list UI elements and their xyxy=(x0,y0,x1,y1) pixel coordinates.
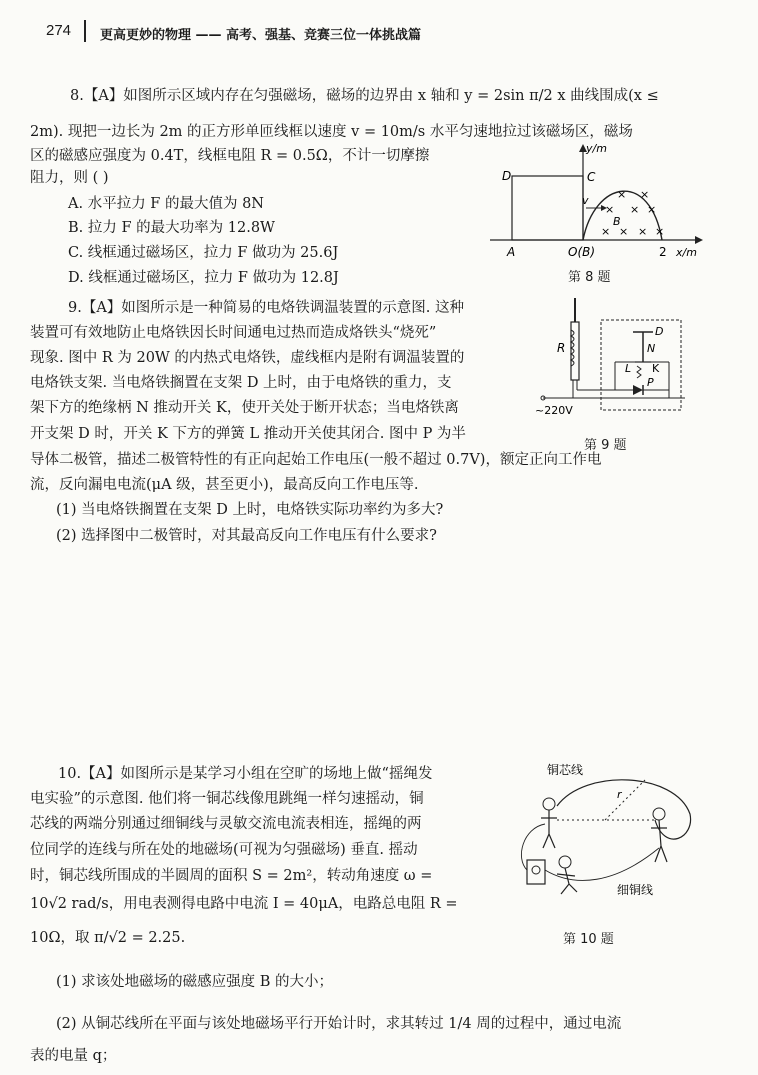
q9-line-8: 流，反向漏电电流(μA 级，甚至更小)，最高反向工作电压等. xyxy=(30,477,419,493)
student-right-head xyxy=(653,808,665,820)
field-cross: × xyxy=(601,225,611,238)
x-axis-arrow xyxy=(695,236,703,244)
label-source: ~220V xyxy=(535,404,573,417)
label-a: A xyxy=(507,245,516,259)
label-two: 2 xyxy=(659,245,667,259)
q8-option-d: D. 线框通过磁场区，拉力 F 做功为 12.8J xyxy=(68,270,339,286)
radius-line xyxy=(605,780,645,820)
student-observer-head xyxy=(559,856,571,868)
figure-9-caption: 第 9 题 xyxy=(584,438,627,453)
label-p: P xyxy=(647,376,654,389)
book-title: 更高更妙的物理 —— 高考、强基、竞赛三位一体挑战篇 xyxy=(100,28,422,43)
figure-9-circuit xyxy=(535,290,695,430)
label-r: r xyxy=(617,788,622,801)
q9-line-4: 电烙铁支架. 当电烙铁搁置在支架 D 上时，由于电烙铁的重力，支 xyxy=(30,375,452,391)
q8-line-3: 区的磁感应强度为 0.4T，线框电阻 R = 0.5Ω，不计一切摩擦 xyxy=(30,148,430,164)
q9-line-1: 9.【A】如图所示是一种简易的电烙铁调温装置的示意图. 这种 xyxy=(68,300,465,316)
figure-8-caption: 第 8 题 xyxy=(568,270,611,285)
q10-line-4: 位同学的连线与所在处的地磁场(可视为匀强磁场) 垂直. 摇动 xyxy=(30,842,418,858)
field-cross: × xyxy=(638,225,648,238)
rope-arc xyxy=(557,780,691,839)
label-v: v xyxy=(582,194,589,207)
diode-p xyxy=(633,385,643,395)
q9-sub-2: (2) 选择图中二极管时，对其最高反向工作电压有什么要求? xyxy=(56,528,437,544)
ammeter xyxy=(527,860,545,884)
label-c: C xyxy=(587,170,596,184)
q8-line-2: 2m). 现把一边长为 2m 的正方形单匝线框以速度 v = 10m/s 水平匀速地拉过该磁场区，磁场 xyxy=(30,124,633,140)
student-right-body xyxy=(651,820,667,862)
field-cross: × xyxy=(640,188,650,201)
thin-wire xyxy=(521,824,545,870)
student-left-body xyxy=(541,810,557,848)
q10-line-6: 10√2 rad/s，用电表测得电路中电流 I = 40μA，电路总电阻 R = xyxy=(30,896,458,912)
figure-10-caption: 第 10 题 xyxy=(563,932,614,947)
heater-coil xyxy=(571,330,574,366)
square-frame xyxy=(512,176,583,240)
ammeter-dial xyxy=(532,866,540,874)
label-k: K xyxy=(652,362,660,375)
q8-option-a: A. 水平拉力 F 的最大值为 8N xyxy=(68,196,264,212)
label-copper-wire: 铜芯线 xyxy=(547,763,584,777)
spring-l xyxy=(637,366,641,378)
q9-line-5: 架下方的绝缘柄 N 推动开关 K，使开关处于断开状态；当电烙铁离 xyxy=(30,400,459,416)
label-r: R xyxy=(557,341,566,355)
figure-10-rope-experiment xyxy=(505,758,705,928)
q10-line-2: 电实验”的示意图. 他们将一铜芯线像甩跳绳一样匀速摇动，铜 xyxy=(30,791,424,807)
q10-sub-1: (1) 求该处地磁场的磁感应强度 B 的大小； xyxy=(56,974,334,990)
header-divider xyxy=(84,20,86,42)
field-cross: × xyxy=(605,203,615,216)
label-n: N xyxy=(647,342,656,355)
student-left-head xyxy=(543,798,555,810)
field-cross: × xyxy=(619,225,629,238)
field-cross: × xyxy=(655,225,665,238)
q8-line-1: 8.【A】如图所示区域内存在匀强磁场，磁场的边界由 x 轴和 y = 2sin π/2 x 曲线围成(x ≤ xyxy=(70,88,659,104)
q10-sub-2-cont: 表的电量 q； xyxy=(30,1048,117,1064)
field-cross: × xyxy=(647,203,657,216)
q8-option-b: B. 拉力 F 的最大功率为 12.8W xyxy=(68,220,275,236)
field-cross: × xyxy=(630,203,640,216)
label-thin-wire: 细铜线 xyxy=(617,883,654,897)
x-axis-label: x/m xyxy=(676,246,697,259)
q8-line-4: 阻力，则 ( ) xyxy=(30,170,109,186)
student-observer-body xyxy=(557,868,577,894)
q10-line-1: 10.【A】如图所示是某学习小组在空旷的场地上做“摇绳发 xyxy=(58,766,433,782)
q9-line-6: 开支架 D 时，开关 K 下方的弹簧 L 推动开关使其闭合. 图中 P 为半 xyxy=(30,426,466,442)
label-b: B xyxy=(613,215,621,228)
q10-line-3: 芯线的两端分别通过细铜线与灵敏交流电流表相连，摇绳的两 xyxy=(30,816,422,832)
field-cross: × xyxy=(617,188,627,201)
y-axis-label: y/m xyxy=(586,142,607,155)
q9-line-2: 装置可有效地防止电烙铁因长时间通电过热而造成烙铁头“烧死” xyxy=(30,325,437,341)
figure-8-graph xyxy=(490,140,720,265)
thin-wire xyxy=(545,848,659,880)
q10-line-7: 10Ω，取 π/√2 = 2.25. xyxy=(30,930,186,946)
page-number: 274 xyxy=(46,22,72,39)
label-d: D xyxy=(502,169,512,183)
q10-sub-2: (2) 从铜芯线所在平面与该处地磁场平行开始计时，求其转过 1/4 周的过程中，通过电流 xyxy=(56,1016,622,1032)
q9-line-7: 导体二极管，描述二极管特性的有正向起始工作电压(一般不超过 0.7V)，额定正向工作电 xyxy=(30,452,602,468)
label-l: L xyxy=(625,362,632,375)
q10-line-5: 时，铜芯线所围成的半圆周的面积 S = 2m²，转动角速度 ω = xyxy=(30,868,433,884)
q9-line-3: 现象. 图中 R 为 20W 的内热式电烙铁，虚线框内是附有调温装置的 xyxy=(30,350,465,366)
label-d: D xyxy=(655,325,664,338)
label-origin: O(B) xyxy=(568,245,596,259)
q9-sub-1: (1) 当电烙铁搁置在支架 D 上时，电烙铁实际功率约为多大? xyxy=(56,502,444,518)
q8-option-c: C. 线框通过磁场区，拉力 F 做功为 25.6J xyxy=(68,245,339,261)
